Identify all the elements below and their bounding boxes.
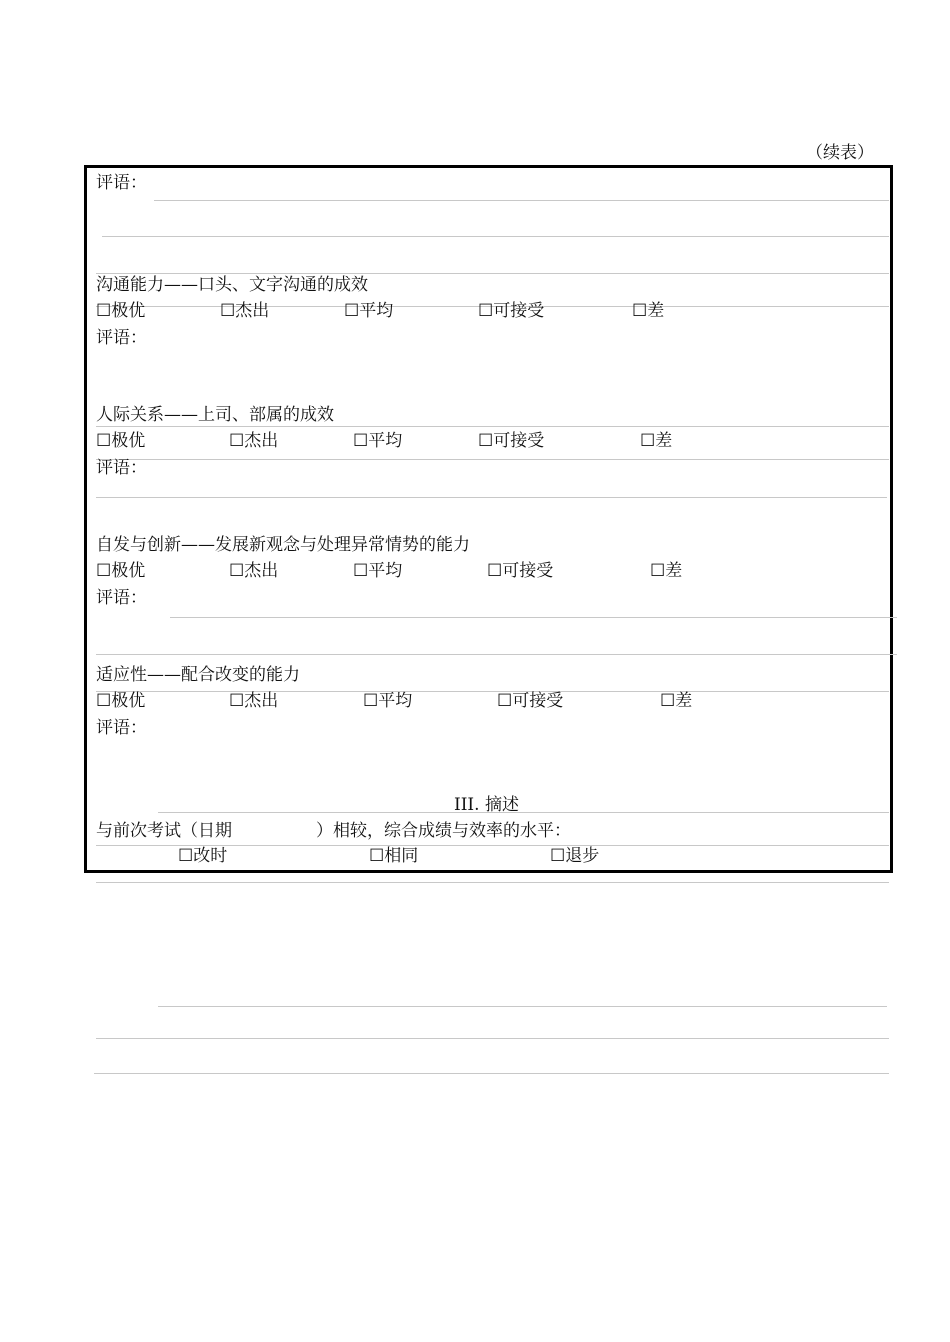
comment-line xyxy=(96,654,897,655)
option-excellent[interactable]: ☐极优 xyxy=(96,691,146,711)
continued-label: （续表） xyxy=(806,143,874,163)
comment-label: 评语： xyxy=(96,328,147,348)
comment-label: 评语： xyxy=(96,458,147,478)
comment-line xyxy=(170,617,897,618)
option-regressed[interactable]: ☐退步 xyxy=(550,846,600,866)
comparison-suffix: ）相较，综合成绩与效率的水平： xyxy=(316,821,571,841)
comment-line xyxy=(96,497,887,498)
option-excellent[interactable]: ☐极优 xyxy=(96,561,146,581)
option-outstanding[interactable]: ☐杰出 xyxy=(220,301,270,321)
option-acceptable[interactable]: ☐可接受 xyxy=(478,431,545,451)
option-excellent[interactable]: ☐极优 xyxy=(96,301,146,321)
comment-line xyxy=(96,426,889,427)
option-average[interactable]: ☐平均 xyxy=(344,301,394,321)
comment-line xyxy=(154,200,889,201)
option-outstanding[interactable]: ☐杰出 xyxy=(229,691,279,711)
option-poor[interactable]: ☐差 xyxy=(660,691,693,711)
option-acceptable[interactable]: ☐可接受 xyxy=(487,561,554,581)
comment-line xyxy=(96,1038,889,1039)
comment-line xyxy=(96,459,889,460)
summary-heading: III. 摘述 xyxy=(454,795,519,815)
comment-label: 评语： xyxy=(96,718,147,738)
option-average[interactable]: ☐平均 xyxy=(353,431,403,451)
option-outstanding[interactable]: ☐杰出 xyxy=(229,561,279,581)
form-frame xyxy=(84,165,893,873)
option-average[interactable]: ☐平均 xyxy=(353,561,403,581)
section-title-initiative: 自发与创新——发展新观念与处理异常情势的能力 xyxy=(96,535,470,555)
option-outstanding[interactable]: ☐杰出 xyxy=(229,431,279,451)
comment-line xyxy=(158,1006,887,1007)
comment-line xyxy=(102,236,889,237)
comment-label: 评语： xyxy=(96,173,147,193)
comment-line xyxy=(96,273,889,274)
section-title-relations: 人际关系——上司、部属的成效 xyxy=(96,405,334,425)
comment-label: 评语： xyxy=(96,588,147,608)
comment-line xyxy=(94,1073,889,1074)
comment-line xyxy=(96,691,889,692)
comparison-prefix: 与前次考试（日期 xyxy=(96,821,232,841)
option-excellent[interactable]: ☐极优 xyxy=(96,431,146,451)
option-poor[interactable]: ☐差 xyxy=(650,561,683,581)
comment-line xyxy=(96,882,889,883)
option-same[interactable]: ☐相同 xyxy=(369,846,419,866)
option-acceptable[interactable]: ☐可接受 xyxy=(478,301,545,321)
section-title-adaptability: 适应性——配合改变的能力 xyxy=(96,665,300,685)
option-poor[interactable]: ☐差 xyxy=(632,301,665,321)
option-poor[interactable]: ☐差 xyxy=(640,431,673,451)
option-improved[interactable]: ☐改时 xyxy=(178,846,228,866)
option-average[interactable]: ☐平均 xyxy=(363,691,413,711)
section-title-communication: 沟通能力——口头、文字沟通的成效 xyxy=(96,275,368,295)
comment-line xyxy=(158,812,889,813)
option-acceptable[interactable]: ☐可接受 xyxy=(497,691,564,711)
